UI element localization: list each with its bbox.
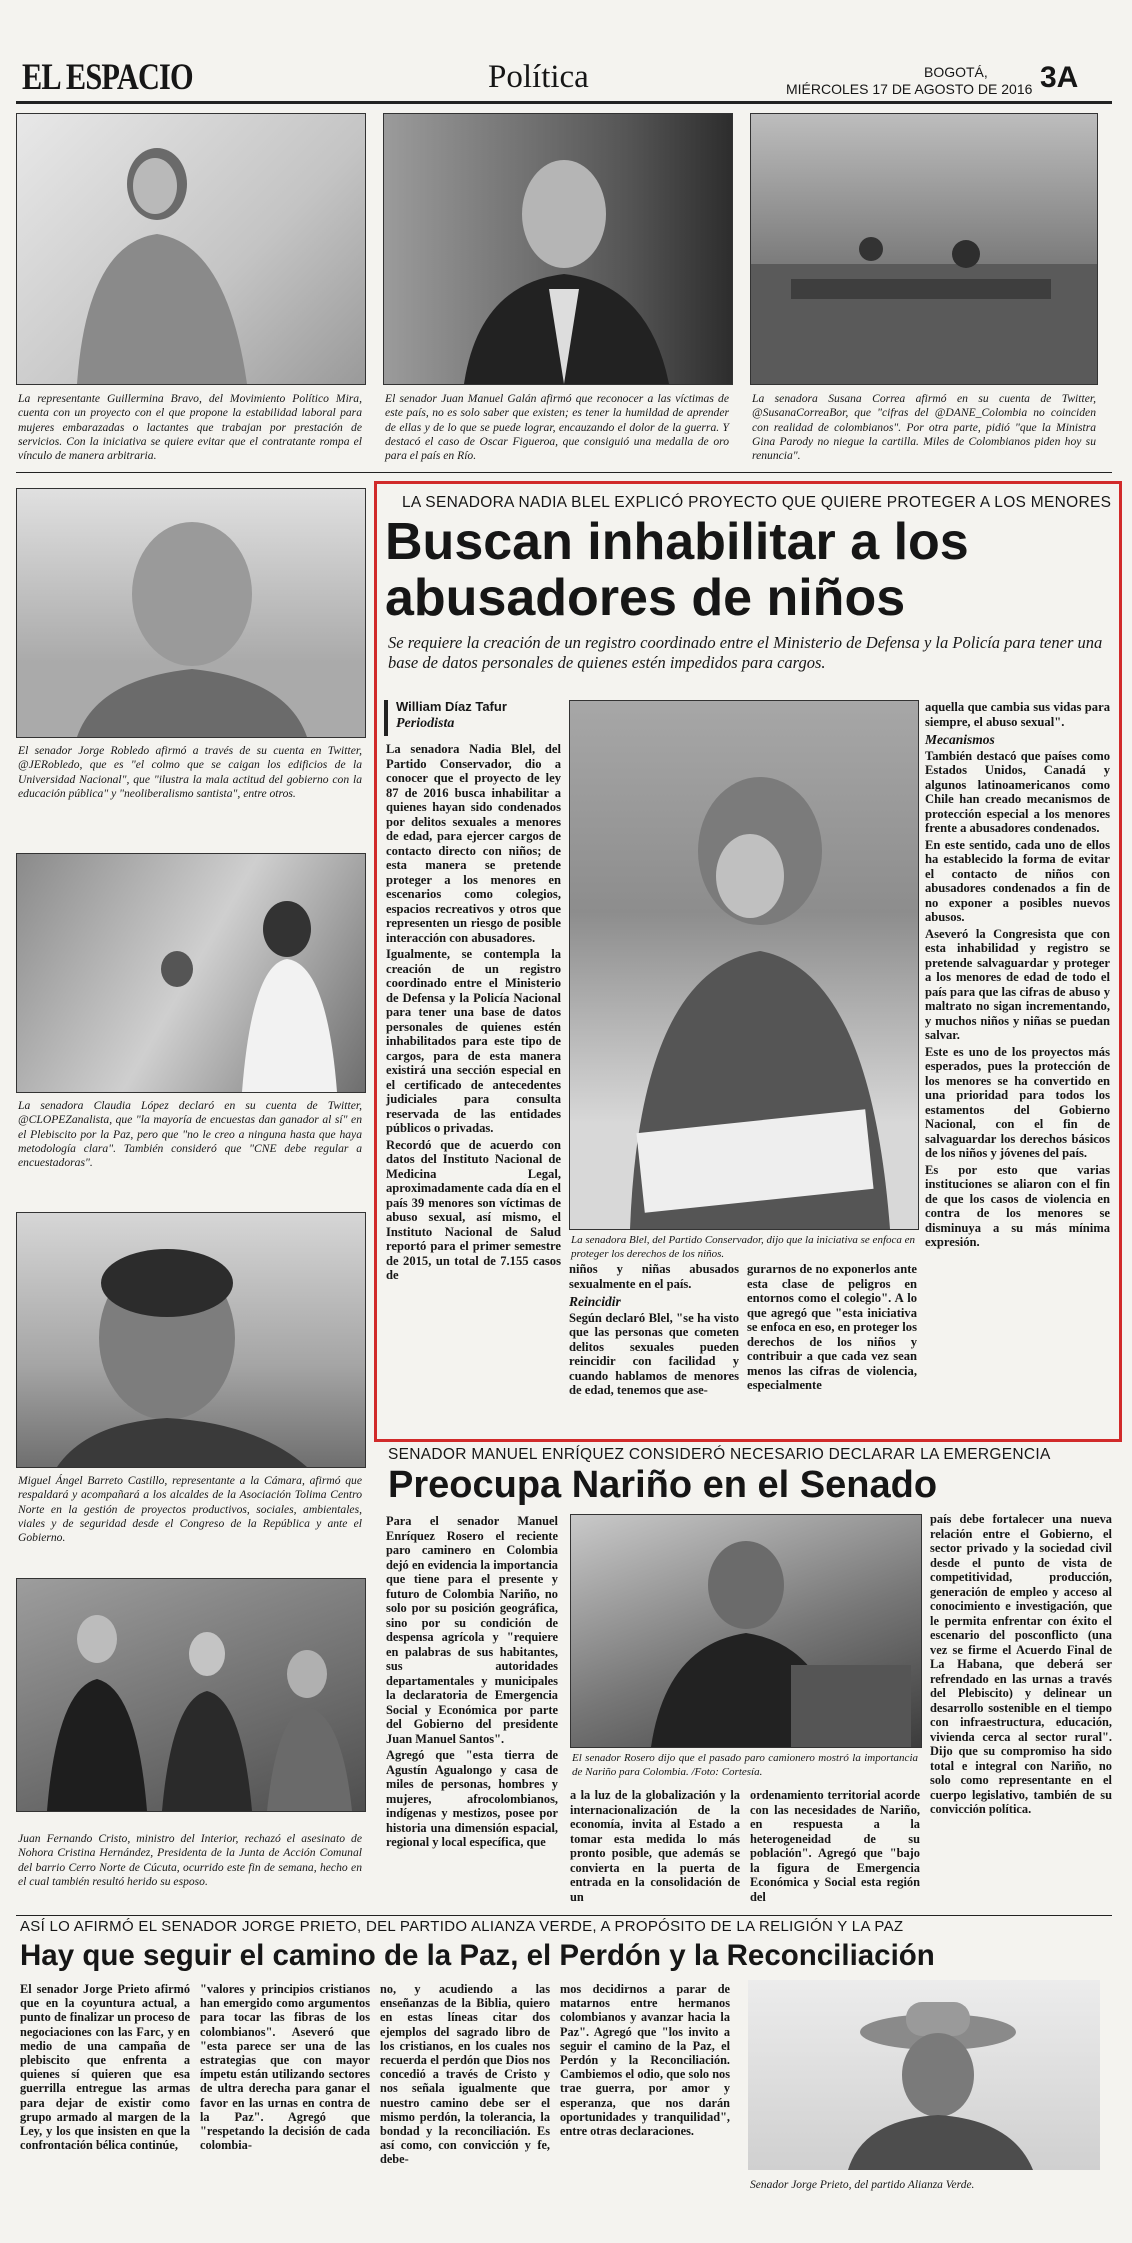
- article3-col4: [560, 1982, 730, 2140]
- photo-juan-manuel-galan: [383, 113, 733, 385]
- article3-col4-text: mos decidirnos a parar de matarnos entre hermanos colombianos y avanzar hacia la Paz". Agregó que "los invito a seguir el camino de la Paz, el Perdón y la Reconciliación. Cambiemos el odio, que solo nos trae guerra, por amor y esperanza, que nos darán oportunidades y tranquilidad", entre otras declaraciones.: [560, 1982, 730, 2139]
- photo-guillermina-bravo: [16, 113, 366, 385]
- section-title: Política: [488, 59, 589, 95]
- bottom-article-rule: [16, 1915, 1112, 1916]
- article1-col4a: aquella que cambia sus vidas para siempre, el abuso sexual".: [925, 700, 1110, 729]
- article3-col3: [380, 1982, 550, 2169]
- article1-p3: Recordó que de acuerdo con datos del Instituto Nacional de Medicina Legal, aproximadamente cada día en el país 39 menores son víctimas de abuso sexual, así mismo, el Instituto Nacional de Salud reportó para el primer semestre de 2015, un total de 7.155 casos de: [386, 1137, 561, 1282]
- paper-name: EL ESPACIO: [22, 57, 193, 98]
- article2-col2-text: a la luz de la globalización y la internacionalización de la economía, invita al Estado a tomar esta medida lo más pronto posible, que además se convierta en la puerta de entrada en la consolidación de un: [570, 1788, 740, 1904]
- article1-deck: Se requiere la creación de un registro coordinado entre el Ministerio de Defensa y la Policía para tener una base de datos personales de quienes estén impedidos para cargos.: [388, 633, 1103, 672]
- article1-col3: [747, 1262, 917, 1395]
- article1-photo-caption: La senadora Blel, del Partido Conservador, dijo que la iniciativa se enfoca en proteger los derechos de los niños.: [571, 1234, 916, 1260]
- article1-col1: [386, 742, 561, 1285]
- article3-col3-text: no, y acudiendo a las enseñanzas de la Biblia, quiero en estas líneas citar dos ejemplos del sagrado libro de los cristianos, en los cuales nos recuerda el perdón que Dios nos concedió a través de Cristo y nos señala igualmente que nuestro camino debe ser el mismo perdón, la tolerancia, la bondad y la reconciliación. Es así como, con convicción y fe, debe-: [380, 1982, 550, 2167]
- masthead-rule: [16, 101, 1112, 104]
- caption-susana-correa: La senadora Susana Correa afirmó en su cuenta de Twitter, @SusanaCorreaBor, que "cifras del @DANE_Colombia no coinciden con realidad de colombianos". Por otra parte, pidió "que la Ministra Gina Parody no niegue la cartilla. Miles de Colombianos piden hoy su renuncia".: [752, 392, 1096, 463]
- article1-col3-text: gurarnos de no exponerlos ante esta clase de peligros en entornos como el colegio". A lo que agregó que "esta iniciativa se enfoca en eso, en proteger los derechos de los niños y contribuir a que cada vez sean menos las cifras de violencia, especialmente: [747, 1262, 917, 1392]
- caption-juan-manuel-galan: El senador Juan Manuel Galán afirmó que reconocer a las víctimas de este país, no es solo saber que existen; es tener la humildad de aprender de ellas y de lo que se puede lograr, encauzando el dolor de la guerra. Y destacó el caso de Oscar Figueroa, que consiguió una medalla de oro para el país en Río.: [385, 392, 729, 463]
- masthead: [0, 0, 1132, 110]
- article1-col4-p4: Este es uno de los proyectos más esperados, pues la protección de los menores se ha convertido en una prioridad para todos los estamentos del Gobierno Nacional, con el fin de salvaguardar los derechos básicos de los niños y jóvenes del país.: [925, 1044, 1110, 1160]
- article1-p1: La senadora Nadia Blel, del Partido Conservador, dio a conocer que el proyecto de ley 87 de 2016 busca inhabilitar a quienes hayan sido condenados por delitos sexuales a menores de edad, para ejercer cargos de contacto directo con niños; de esta manera se pretende proteger a los menores en escenarios como colegios, espacios recreativos y otros que representen un riesgo de posible interacción con abusadores.: [386, 742, 561, 945]
- article3-col2-text: "valores y principios cristianos han emergido como argumentos para tocar las fibras de los colombianos". Aseveró que "esta parece ser una de las estrategias que con mayor ímpetu están utilizando sectores de ultra derecha para ganar el favor en las urnas en contra de la Paz". Agregó que "respetando la decisión de cada colombia-: [200, 1982, 370, 2153]
- article2-col3-text: ordenamiento territorial acorde con las necesidades de Nariño, en respuesta a la heterogeneidad de su población". Agregó que "bajo la figura de Emergencia Económica y Social esta región del: [750, 1788, 920, 1904]
- photo-nadia-blel: [569, 700, 919, 1230]
- subhead-mecanismos: Mecanismos: [925, 732, 995, 747]
- article1-col2b: Según declaró Blel, "se ha visto que las personas que cometen delitos sexuales pueden reincidir con facilidad y cuando hablamos de menores de edad, tenemos que ase-: [569, 1310, 739, 1397]
- article3-col2: [200, 1982, 370, 2154]
- caption-claudia-lopez: La senadora Claudia López declaró en su cuenta de Twitter, @CLOPEZanalista, que "la mayoría de encuestas dan ganador al sí" en el Plebiscito por la Paz, pero que "no le creo a ninguna hasta que haya metodología clara". También consideró que "CNE debe regular a encuestadoras".: [18, 1099, 362, 1170]
- article2-col3: [750, 1788, 920, 1906]
- article1-col4: [925, 700, 1110, 1252]
- article1-col4-p2: En este sentido, cada uno de ellos ha establecido la forma de evitar el contacto de niños con abusadores condenados a fin de no exponer a posibles nuevos abusos.: [925, 837, 1110, 924]
- article1-author: William Díaz Tafur: [396, 699, 507, 714]
- article1-headline-2: abusadores de niños: [385, 569, 906, 627]
- article2-p1: Para el senador Manuel Enríquez Rosero el reciente paro caminero en Colombia dejó en evidencia la importancia que tiene para el presente y futuro de Colombia Nariño, no solo por su posición geográfica, sino por su condición de despensa agrícola y "requiere en palabras de sus habitantes, sus autoridades departamentales y municipales la declaratoria de Emergencia Social y Económica por parte del Gobierno del presidente Juan Manuel Santos".: [386, 1514, 558, 1746]
- article1-col2: [569, 1262, 739, 1400]
- caption-jorge-robledo: El senador Jorge Robledo afirmó a través de su cuenta en Twitter, @JERobledo, que es "el colmo que se caigan los edificios de la Universidad Nacional", que "ilustra la mala actitud del gobierno con la educación pública" y "neoliberalismo santista", entre otros.: [18, 744, 362, 800]
- photo-susana-correa: [750, 113, 1098, 385]
- article1-role: Periodista: [396, 716, 455, 731]
- dateline-date: MIÉRCOLES 17 DE AGOSTO DE 2016: [786, 81, 1033, 97]
- article2-kicker: SENADOR MANUEL ENRÍQUEZ CONSIDERÓ NECESARIO DECLARAR LA EMERGENCIA: [388, 1446, 1051, 1463]
- article2-col4-text: país debe fortalecer una nueva relación entre el Gobierno, el sector privado y la sociedad civil desde el punto de vista de competitividad, producción, generación de empleo y acceso al conocimiento e investigación, que le permita enfrentar con éxito el escenario del posconflicto (una vez se firme el Acuerdo Final de La Habana, que deberá ser refrendado en las urnas a través del Plebiscito) y delinear un desarrollo sostenible en el tiempo con infraestructura, educación, vivienda cerca al sector rural". Dijo que su compromiso ha sido total e integral con Nariño, no solo como representante en el cuerpo legislativo, también de su convicción política.: [930, 1512, 1112, 1816]
- article1-col4-p5: Es por esto que varias instituciones se aliaron con el fin de que los casos de violencia en contra de los menores se disminuya a su más mínima expresión.: [925, 1162, 1110, 1249]
- article2-headline: Preocupa Nariño en el Senado: [388, 1464, 938, 1506]
- photo-jorge-robledo: [16, 488, 366, 738]
- photo-miguel-angel-barreto: [16, 1212, 366, 1468]
- photo-manuel-enriquez: [570, 1514, 922, 1748]
- photo-jorge-prieto: [748, 1980, 1100, 2170]
- article1-col4-p1: También destacó que países como Estados Unidos, Canadá y algunos latinoamericanos como Chile han creado mecanismos de protección especial a los menores frente a abusadores condenados.: [925, 748, 1110, 835]
- dateline-city: BOGOTÁ,: [924, 64, 988, 80]
- article1-p2: Igualmente, se contempla la creación de un registro coordinado entre el Ministerio de Defensa y la Policía Nacional para tener una base de datos personales de quienes estén inhabilitados para este tipo de cargos, para de esta manera existirá una sección especial en el certificado de antecedentes judiciales para consulta reservada de las entidades públicos o privadas.: [386, 947, 561, 1135]
- top-row-rule: [16, 472, 1112, 473]
- article2-p2: Agregó que "esta tierra de Agustín Agualongo y casa de miles de personas, hombres y mujeres, afrocolombianos, indígenas y mestizos, posee por historia una dimensión espacial, regional y local específica, que: [386, 1748, 558, 1849]
- article1-kicker: LA SENADORA NADIA BLEL EXPLICÓ PROYECTO QUE QUIERE PROTEGER A LOS MENORES: [402, 494, 1112, 511]
- article3-kicker: ASÍ LO AFIRMÓ EL SENADOR JORGE PRIETO, DEL PARTIDO ALIANZA VERDE, A PROPÓSITO DE LA RELIGIÓN Y LA PAZ: [20, 1918, 904, 1935]
- caption-miguel-angel-barreto: Miguel Ángel Barreto Castillo, representante a la Cámara, afirmó que respaldará y acompañará a los alcaldes de la Asociación Tolima Centro Norte en la gestión de proyectos productivos, sociales, ambientales, viales y de seguridad desde el Congreso de la República y ante el Gobierno.: [18, 1474, 362, 1545]
- article3-headline: Hay que seguir el camino de la Paz, el Perdón y la Reconciliación: [20, 1939, 935, 1972]
- page-number: 3A: [1040, 61, 1079, 94]
- photo-claudia-lopez: [16, 853, 366, 1093]
- article2-col1: [386, 1514, 558, 1852]
- article1-col2a: niños y niñas abusados sexualmente en el país.: [569, 1262, 739, 1291]
- article2-col2: [570, 1788, 740, 1906]
- caption-guillermina-bravo: La representante Guillermina Bravo, del Movimiento Político Mira, cuenta con un proyecto con el que propone la estabilidad laboral para mujeres embarazadas o lactantes que trabajan por prestación de servicios. Con la iniciativa se quiere evitar que el contratante rompa el vínculo de manera arbitraria.: [18, 392, 362, 463]
- article3-col1-text: El senador Jorge Prieto afirmó que en la coyuntura actual, a punto de finalizar un proceso de negociaciones con las Farc, y en medio de una campaña de plebiscito que enfrenta a quienes sí quieren que esa guerrilla entregue las armas para dejar de existir como grupo armado al margen de la Ley, y los que insisten en que la confrontación bélica continúe,: [20, 1982, 190, 2153]
- article1-headline-1: Buscan inhabilitar a los: [385, 513, 969, 571]
- article3-col1: [20, 1982, 190, 2154]
- article2-col4: [930, 1512, 1112, 1819]
- article1-col4-p3: Aseveró la Congresista que con esta inhabilidad y registro se pretende salvaguardar y proteger a los menores de edad de todo el país para que las cifras de abuso y maltrato no sigan incrementando, y muchos niños y niñas se puedan salvar.: [925, 926, 1110, 1042]
- caption-juan-fernando-cristo: Juan Fernando Cristo, ministro del Interior, rechazó el asesinato de Nohora Cristina Hernández, Presidenta de la Junta de Acción Comunal del barrio Cerro Norte de Cúcuta, ocurrido este fin de semana, hecho en el cual también resultó herido su esposo.: [18, 1832, 362, 1888]
- photo-juan-fernando-cristo: [16, 1578, 366, 1812]
- subhead-reincidir: Reincidir: [569, 1294, 621, 1309]
- byline-bar: [384, 700, 388, 736]
- article3-photo-caption: Senador Jorge Prieto, del partido Alianza Verde.: [750, 2179, 975, 2191]
- article2-photo-caption: El senador Rosero dijo que el pasado paro camionero mostró la importancia de Nariño para Colombia. /Foto: Cortesía.: [572, 1752, 918, 1778]
